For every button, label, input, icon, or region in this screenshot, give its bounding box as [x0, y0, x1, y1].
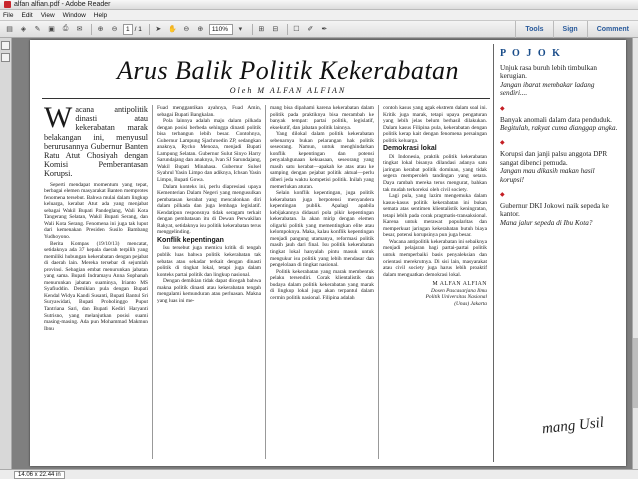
attachments-icon[interactable]	[1, 53, 10, 62]
status-bar	[0, 469, 638, 479]
paragraph: Di Indonesia, praktik politik kekerabatan tingkat lokal bisanya dilandasi adanya satu jaringan kerabat politik dominan, yang tidak segera memperoleh tandingan yang setara. Daya rambah mereka terus mengurat, bahkan tak mudah terkoreksi oleh civil society.	[383, 153, 487, 193]
navigation-pane	[0, 38, 12, 469]
paragraph: Fuad menggantikan ayahnya, Fuad Amin, sebagai Bupati Bangkalan.	[157, 105, 261, 118]
author-name: M ALFAN ALFIAN	[432, 281, 487, 288]
paragraph: Lagi pula, yang lazim mengemuka dalam kasus-kasus politik kekerabatan ini bukan semata atas sentimen klientalistik keningratan, tetapi lebih pada corak pragmatis-transaksional. Karena untuk merawat popularitas dan memperkuat jaringan kekerabatan butuh biaya besar, potensi korupsinya pun juga besar.	[383, 193, 487, 239]
select-tool-icon[interactable]: ➤	[155, 26, 162, 33]
article-column-1	[44, 105, 148, 461]
pojok-divider	[493, 44, 494, 462]
pojok-item: Gubernur DKI Jokowi naik sepeda ke kantor. Mana jalur sepeda di Ibu Kota?	[500, 202, 609, 227]
toolbar-divider	[91, 24, 92, 35]
zoom-select[interactable]: 110%	[209, 24, 233, 35]
toolbar-divider	[252, 24, 253, 35]
comment-button[interactable]: Comment	[587, 21, 638, 38]
section-heading: Demokrasi lokal	[383, 145, 437, 153]
save-icon[interactable]: ▣	[48, 26, 55, 33]
paragraph: contoh kasus yang agak ekstrem dalam soal ini. Kritik juga marak, tetapi upaya pengaturan yang lebih jelas belum berhasil dilakukan. Dalam kasus Filipina pula, kekerabatan dengan politik kerap kait dengan fenomena persaingan politik keluarga.	[383, 105, 487, 144]
toolbar-divider	[287, 24, 288, 35]
page-total-label: / 1	[134, 25, 142, 33]
menu-file[interactable]: File	[3, 11, 14, 19]
page-number-input[interactable]: 1	[123, 24, 133, 35]
fit-page-icon[interactable]: ⊞	[258, 26, 265, 33]
previous-page-icon[interactable]: ⊕	[97, 26, 104, 33]
paragraph: Berita Kompas (19/10/13) mencatat, setidaknya ada 37 kepala daerah terpilih yang memiliki hubungan kekerabatan dengan pejabat di daerah lain. Mereka tersebar di sejumlah provinsi. Sebagian embat menurunkan jabatan yang sama. Bupati Indramayu Anna Sophanah menurunkan jabatan suaminya, Irianto MS Syafiuddin. Demikian pula dengan Bupati Kendal Widya Kandi Susanti, Bupati Bantul Sri Suryawidati, Bupati Probolinggo Puput Tantriana Sari, dan Bupati Kediri Haryanti Sutrisno, yang melanjutkan posisi suami masing-masing. Ada pun Mohammad Makmun Ibnu	[44, 240, 148, 332]
print-icon[interactable]: ⎙	[62, 25, 69, 32]
column-divider	[265, 105, 266, 459]
zoom-in-icon[interactable]: ⊕	[197, 26, 204, 33]
adobe-reader-icon	[4, 1, 11, 8]
paragraph: Isu tersebut juga memicu kritik di tengah publik luas bahwa politik kekerabatan tak sebatas atau sekadar terkait dengan dinasti politik di tingkat lokal, tetapi juga dalam konteks partai politik dan lingkup nasional.	[157, 245, 261, 278]
author-signature	[383, 281, 487, 307]
pojok-item: Unjuk rasa buruh lebih timbulkan kerugian. Jangan ibarat membakar ladang sendiri....	[500, 64, 598, 98]
email-icon[interactable]: ✉	[76, 26, 83, 33]
task-pane-buttons	[515, 21, 638, 38]
pojok-column	[500, 48, 620, 234]
paragraph: Politik kekerabatan yang marak membentuk pelaku tersendiri. Corak klientalistik dan budaya dalam politik kekerabatan yang marak di lingkup lokal juga akan terpantul dalam cermin politik nasional. Filipina adalah	[270, 268, 374, 301]
paragraph: Seperti mendapat momentum yang tepat, berbagai elemen masyarakat Banten memprotes fenomena tersebut. Bahwa mulai dalam lingkup keluarga, kerabat Atut ada yang menjabat sebagai Wakil Bupati Pandeglang, Wali Kota Tangerang Selatan, Wakil Bupati Serang, dan Wali Kota Serang. Fenomena ini juga tak luput dari kemenakan Presiden Susilo Bambang Yudhoyono.	[44, 181, 148, 240]
highlight-icon[interactable]: ✐	[307, 26, 314, 33]
edit-icon[interactable]: ✎	[34, 26, 41, 33]
menu-bar	[0, 10, 638, 21]
column-divider	[378, 105, 379, 459]
open-file-icon[interactable]: ▤	[6, 26, 13, 33]
author-affiliation: (Unas) Jakarta	[454, 300, 487, 307]
paragraph: Dalam konteks ini, perlu diapresiasi upaya Kementerian Dalam Negeri yang mengusulkan pembatasan kerabat yang mencalonkan diri dalam pilkada dan juga lembaga legislatif. Kendatipun responsnya tidak seragam terkait dengan pembatasan itu di Dewan Perwakilan Rakyat, setidaknya isu politik kekerabatan terus menggelinding.	[157, 183, 261, 236]
pojok-item: Korupsi dan janji palsu anggota DPR sangat dibenci pemuda. Jangan mau dikasih makan hasil korupsi!	[500, 150, 608, 184]
paragraph: Selain konflik kepentingan, juga politik kekerabatan juga berpotensi menyandera kepentingan publik. Apalagi apabila kebijakannya didasari pola pikir kepentingan kekerabatan. Ia akan mirip dengan elemen oligarki politik yang mementingkan elite atau kelompoknya. Maka, kalau konflik kepentingan menjadi pangung utamanya, reformasi politik masih jauh dari final. Isu politik kekerabatan tingkat lokal hanyalah pintu masuk untuk mengukur isu politik yang lebih mendasar dan pengelolaan di tingkat nasional.	[270, 190, 374, 269]
zoom-out-icon[interactable]: ⊖	[183, 26, 190, 33]
column-divider	[152, 105, 153, 459]
toolbar	[0, 21, 638, 38]
paragraph: Pola lainnya adalah maju dalam pilkada dengan posisi berbeda sehingga dinasti politik bisa terbangun lebih besar. Contohnya, Gubernur Lampung Sjachroedin ZP, sedangkan anaknya, Rycko Menoza, menjadi Bupati Lampung Selatan. Gubernur Sulut Sinyo Harry Sarundajang dan anaknya, Ivan SJ Sarundajang, Wakil Bupati Minahasa. Gubernur Sulsel Syahrul Yasin Limpo dan adiknya, Ichsan Yasin Limpo, Bupati Gowa.	[157, 118, 261, 184]
title-divider	[42, 98, 490, 99]
diamond-bullet-icon: ◆	[500, 192, 505, 199]
next-page-icon[interactable]: ⊖	[111, 26, 118, 33]
zoom-dropdown-icon[interactable]: ▾	[238, 26, 243, 33]
tools-button[interactable]: Tools	[515, 21, 552, 38]
paragraph: Dengan demikian tidak dapat dicegah bahwa makna politik dinasti atau kekerabatan tengah mengalami kemunduran atau perluasan. Makna yang luas ini me-	[157, 278, 261, 304]
author-affiliation: Politik Universitas Nasional	[425, 294, 487, 301]
diamond-bullet-icon: ◆	[500, 105, 505, 112]
create-pdf-icon[interactable]: ◈	[20, 26, 27, 33]
page-size-indicator: 14.06 x 22.44 in	[14, 471, 65, 479]
hand-tool-icon[interactable]: ✋	[168, 26, 177, 33]
toolbar-divider	[149, 24, 150, 35]
window-title: alfan alfian.pdf - Adobe Reader	[14, 1, 111, 8]
menu-edit[interactable]: Edit	[21, 11, 33, 19]
article-column-2	[157, 105, 261, 461]
mang-usil-signature-art: mang Usil	[541, 414, 605, 438]
article-byline: Oleh M ALFAN ALFIAN	[229, 86, 347, 95]
paragraph: mang bisa dipahami karena kekerabatan dalam politik pada praktiknya bisa merambah ke banyak tempat: partai politik, legislatif, eksekutif, dan jabatan politik lainnya.	[270, 105, 374, 131]
article-title: Arus Balik Politik Kekerabatan	[116, 56, 460, 85]
diamond-bullet-icon: ◆	[500, 140, 505, 147]
article-column-3	[270, 105, 374, 461]
author-affiliation: Dosen Pascasarjana Ilmu	[431, 287, 487, 294]
paragraph: Wacana antipolitik kekerabatan ini sebaiknya menjadi pelajaran bagi partai-partai politik untuk memperbaiki basis penyaleksian dan orientasi merekrutnya. Di sisi lain, masyarakat atau civil society juga harus lebih proaktif dalam menguatkan demokrasi lokal.	[383, 238, 487, 278]
sign-pen-icon[interactable]: ✒	[321, 26, 328, 33]
pojok-heading: P O J O K	[500, 48, 562, 59]
sign-button[interactable]: Sign	[553, 21, 587, 38]
menu-view[interactable]: View	[40, 11, 55, 19]
document-view[interactable]	[12, 38, 632, 469]
vertical-scrollbar[interactable]	[632, 38, 638, 469]
drop-cap: W	[44, 105, 73, 134]
fit-width-icon[interactable]: ⊟	[272, 26, 279, 33]
title-bar	[0, 0, 638, 10]
section-heading: Konflik kepentingan	[157, 236, 224, 244]
scrollbar-thumb[interactable]	[633, 338, 638, 408]
page-thumbnails-icon[interactable]	[1, 41, 10, 50]
pdf-page	[30, 40, 626, 466]
comment-bubble-icon[interactable]: ☐	[293, 26, 300, 33]
menu-help[interactable]: Help	[93, 11, 108, 19]
article-column-4	[383, 105, 487, 461]
pojok-item: Banyak anomali dalam data penduduk. Begitulah, rakyat cuma dianggap angka.	[500, 115, 618, 133]
menu-window[interactable]: Window	[62, 11, 86, 19]
paragraph: Yang dilokal dalam politik kekerabatan sebenarnya bukan pelarangan hak politik seseorang. Namun, untuk menghindarkan konflik kepentingan dan potensi penyalahgunaan kekuasaan, seseorang yang masih satu kerabat—apakah ke atas atau ke samping dengan pejabat politik aktual—perlu diberi jeda waktu kompetisi politik. Inilah yang memerlukan aturan.	[270, 131, 374, 190]
article-lead: Wacana antipolitik dinasti atau kekerabatan marak belakangan ini, menyusul berurusannya Gubernur Banten Ratu Atut Chosiyah dengan Komisi Pemberantasan Korupsi.	[44, 105, 148, 179]
